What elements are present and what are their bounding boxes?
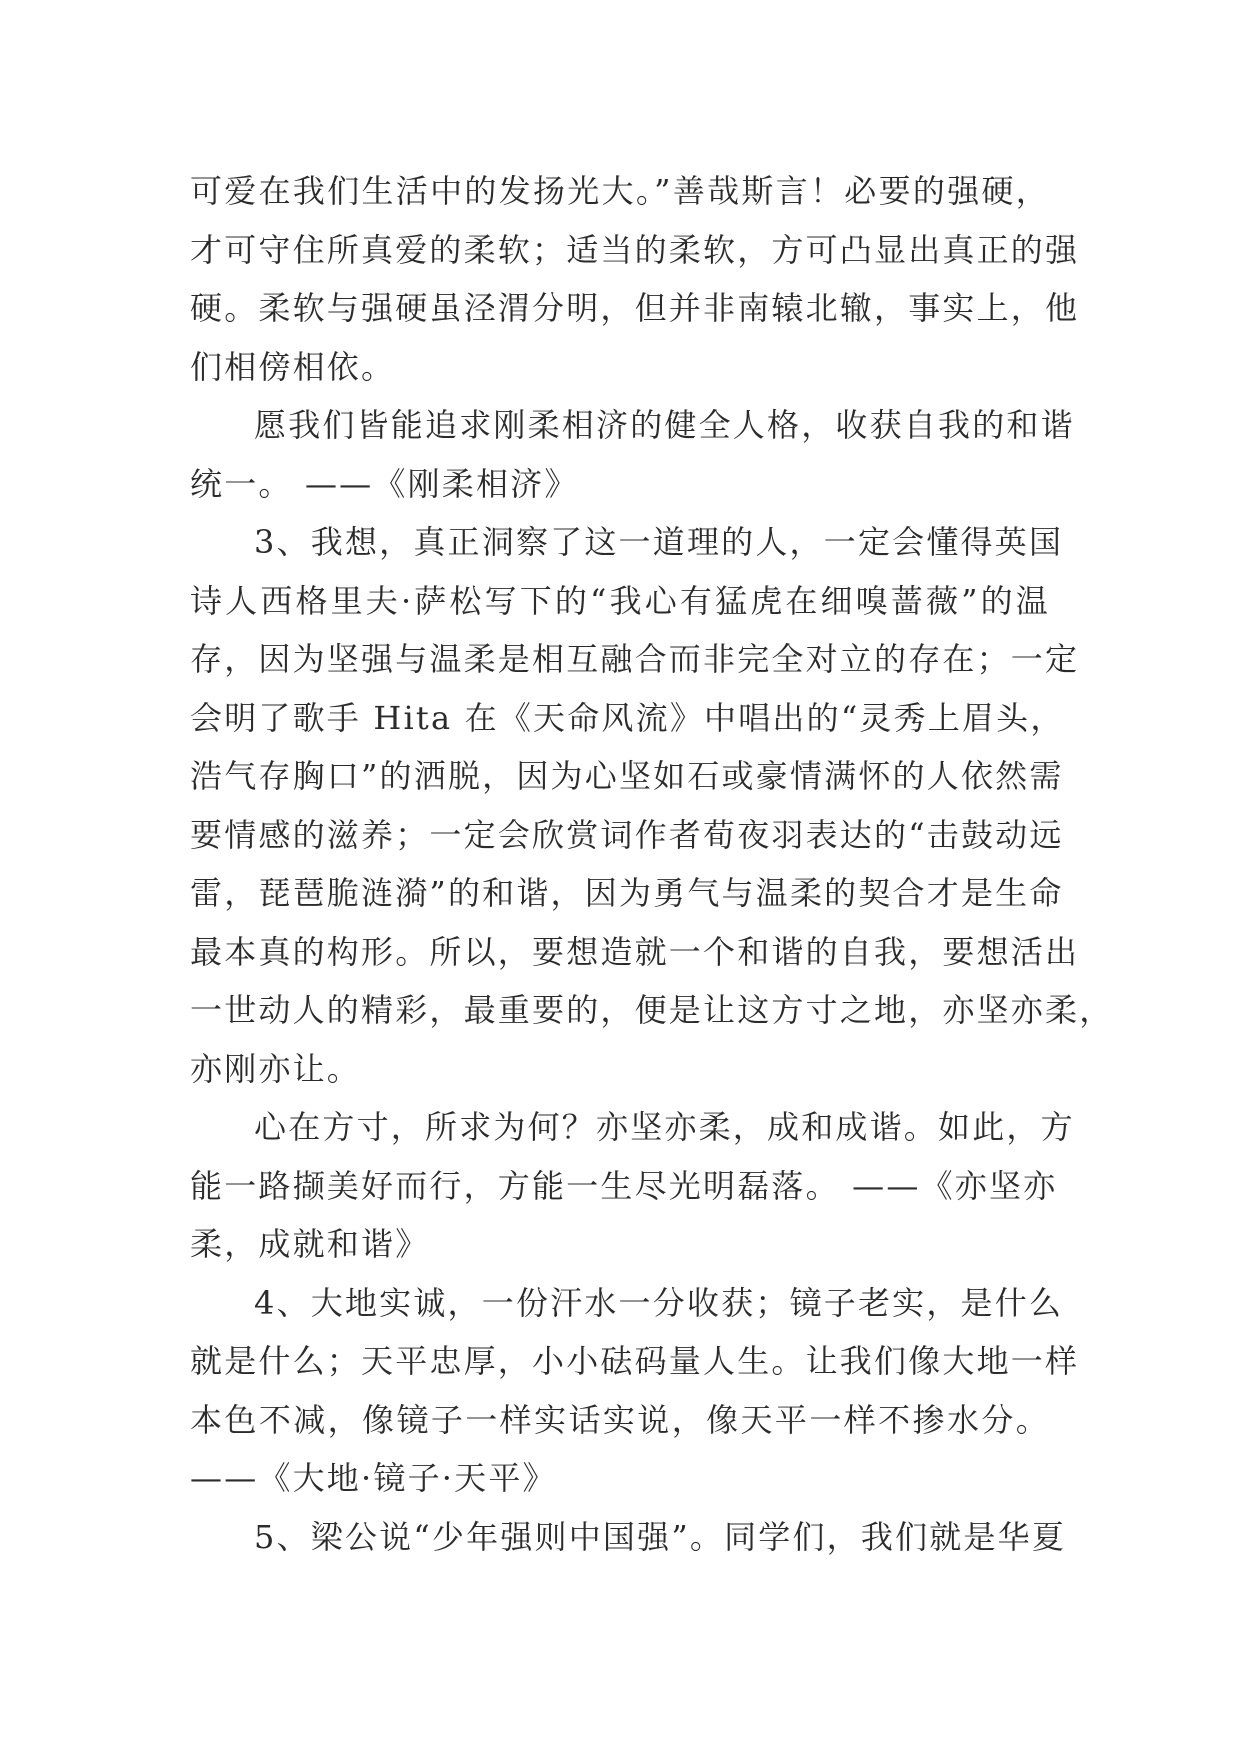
text-line: 亦刚亦让。	[190, 1049, 362, 1088]
text-line: 就是什么；天平忠厚，小小砝码量人生。让我们像大地一样	[190, 1342, 1080, 1380]
text-line: 柔，成就和谐》	[190, 1225, 430, 1263]
text-line: 诗人西格里夫·萨松写下的“我心有猛虎在细嗅蔷薇”的温	[190, 581, 1050, 620]
paragraph-start-line: 4、大地实诚，一份汗水一分收获；镜子老实，是什么	[254, 1283, 1064, 1322]
text-line: 最本真的构形。所以，要想造就一个和谐的自我，要想活出	[190, 932, 1080, 971]
paragraph-start-line: 5、梁公说“少年强则中国强”。同学们，我们就是华夏	[254, 1517, 1067, 1556]
text-line: 硬。柔软与强硬虽泾渭分明，但并非南辕北辙，事实上，他	[190, 289, 1080, 327]
text-line: 要情感的滋养；一定会欣赏词作者荀夜羽表达的“击鼓动远	[190, 815, 1064, 854]
text-line: 统一。 ——《刚柔相济》	[190, 464, 579, 503]
text-line: 一世动人的精彩，最重要的，便是让这方寸之地，亦坚亦柔，	[190, 991, 1114, 1029]
text-line: 能一路撷美好而行，方能一生尽光明磊落。 ——《亦坚亦	[190, 1166, 1058, 1205]
text-line: 雷，琵琶脆涟漪”的和谐，因为勇气与温柔的契合才是生命	[190, 874, 1064, 912]
body-text	[190, 162, 1114, 1566]
text-line: 本色不减，像镜子一样实话实说，像天平一样不掺水分。	[190, 1400, 1050, 1439]
text-line: ——《大地·镜子·天平》	[190, 1459, 557, 1497]
text-line: 浩气存胸口”的洒脱，因为心坚如石或豪情满怀的人依然需	[190, 757, 1064, 795]
text-line: 可爱在我们生活中的发扬光大。”善哉斯言！必要的强硬，	[190, 172, 1050, 210]
paragraph-start-line: 愿我们皆能追求刚柔相济的健全人格，收获自我的和谐	[254, 406, 1075, 444]
text-line: 才可守住所真爱的柔软；适当的柔软，方可凸显出真正的强	[190, 230, 1080, 269]
text-line: 们相傍相依。	[190, 347, 396, 386]
paragraph-start-line: 心在方寸，所求为何？亦坚亦柔，成和成谐。如此，方	[254, 1108, 1075, 1146]
paragraph-start-line: 3、我想，真正洞察了这一道理的人，一定会懂得英国	[254, 523, 1064, 561]
text-line: 会明了歌手 Hita 在《天命风流》中唱出的“灵秀上眉头，	[190, 698, 1065, 737]
text-line: 存，因为坚强与温柔是相互融合而非完全对立的存在；一定	[190, 640, 1080, 678]
